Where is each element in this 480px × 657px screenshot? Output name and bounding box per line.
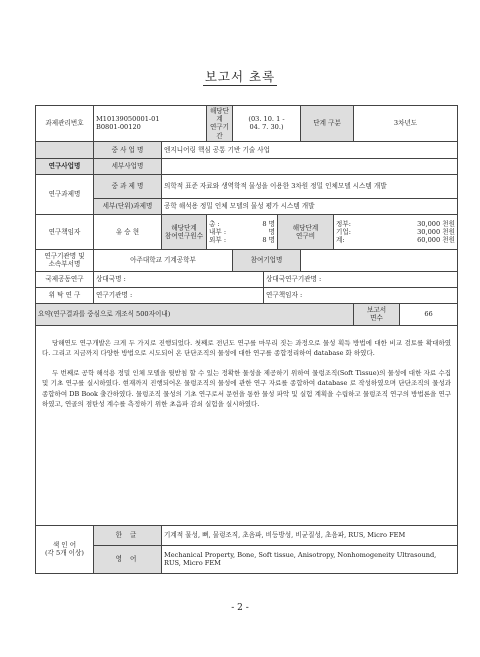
korean-label: 한 글 [94, 525, 162, 545]
english-label: 영 어 [94, 545, 162, 573]
intl-label: 국제공동연구 [36, 271, 94, 287]
summary-label: 요약(연구결과를 중심으로 개조식 500자이내) [36, 303, 354, 325]
main-project: 엔지니어링 핵심 공통 기반 기술 사업 [162, 141, 458, 158]
cost-breakdown: 정부: 30,000 천원 기업: 30,000 천원 계: 60,000 천원 [334, 214, 458, 249]
report-abstract-table [35, 105, 458, 574]
intl-counterpart-institution: 상대국연구기관명 : [264, 271, 458, 287]
research-project-label: 연구사업명 [36, 158, 94, 174]
stage: 3차년도 [354, 106, 458, 142]
pi-label: 연구책임자 [36, 214, 94, 249]
index-label: 색 인 어 (각 5개 이상) [36, 525, 94, 573]
pages-label: 보고서 면수 [354, 303, 400, 325]
period-label: 해당단계 연구기간 [207, 106, 233, 142]
english-terms: Mechanical Property, Bone, Soft tissue, Anisotropy, Nonhomogeneity Ultrasound, RUS, Micro FEM [162, 545, 458, 573]
detail-task-label: 세부(단위)과제명 [94, 198, 162, 214]
participating-company [301, 249, 458, 271]
detail-task: 공학 해석용 정밀 인체 모델의 물성 평가 시스템 개발 [162, 198, 458, 214]
page-number: - 2 - [231, 603, 249, 613]
institution-label: 연구기관명 및 소속부서명 [36, 249, 94, 271]
main-project-label: 중 사 업 명 [94, 141, 162, 158]
main-task: 의학적 표준 자료와 생역학적 물성을 이용한 3차원 정밀 인체모델 시스템 개발 [162, 174, 458, 198]
researchers-count: 총 : 8 명 내부 : 명 외부 : 8 명 [207, 214, 278, 249]
institution: 아주대학교 기계공학부 [94, 249, 233, 271]
korean-terms: 기계적 물성, 뼈, 물렁조직, 초음파, 비등방성, 비균질성, 초음파, RUS, Micro FEM [162, 525, 458, 545]
period: (03. 10. 1 - 04. 7. 30.) [233, 106, 301, 142]
sub-project [162, 158, 458, 174]
pi-name: 유 승 현 [94, 214, 162, 249]
summary-paragraph: 두 번째로 공학 해석용 정밀 인체 모델을 뒷받침 할 수 있는 정확한 물성을 제공하기 위하여 물렁조직(Soft Tissue)의 물성에 대한 자료 수집 및 기초 연구를 실시하였다. 현재까지 진행되어온 물렁조직의 물성에 관한 연구 자료를 종합하여 database 로 작성하였으며 단단조직의 물성과 종합하여 DB Book 출간하였다. 물렁조직 물성의 기초 연구로서 문헌을 통한 물성 파악 및 실험 계획을 수립하고 물렁조직 연구의 방법론을 연구하였고, 연골의 점탄성 계수를 측정하기 위한 초음파 감쇠 실험을 실시하였다. [42, 368, 452, 408]
stage-label: 단계 구분 [301, 106, 354, 142]
pages: 66 [400, 303, 458, 325]
sub-project-label: 세부사업명 [94, 158, 162, 174]
page-title: 보고서 초록 [204, 69, 276, 84]
mgmt-no-label: 과제관리번호 [36, 106, 94, 142]
intl-counterpart-country: 상대국명 : [94, 271, 264, 287]
cost-label: 해당단계 연구비 [278, 214, 334, 249]
summary-body [36, 325, 458, 525]
participating-company-label: 참여기업명 [233, 249, 301, 271]
consign-label: 위 탁 연 구 [36, 287, 94, 303]
consign-pi: 연구책임자 : [264, 287, 458, 303]
consign-institution: 연구기관명 : [94, 287, 264, 303]
mgmt-no: M10139050001-01 B0801-00120 [94, 106, 207, 142]
researchers-label: 해당단계 참여연구원수 [162, 214, 207, 249]
main-task-label: 중 과 제 명 [94, 174, 162, 198]
summary-paragraph: 당해연도 연구개발은 크게 두 가지로 진행되었다. 첫째로 전년도 연구를 마무리 짓는 과정으로 물성 획득 방법에 대한 비교 검토를 확대하였다. 그리고 지금까지 다양한 방법으로 시도되어 온 단단조직의 물성에 대한 연구를 종합정리하여 database 화 하였다. [42, 338, 452, 358]
research-task-label: 연구과제명 [36, 174, 94, 214]
